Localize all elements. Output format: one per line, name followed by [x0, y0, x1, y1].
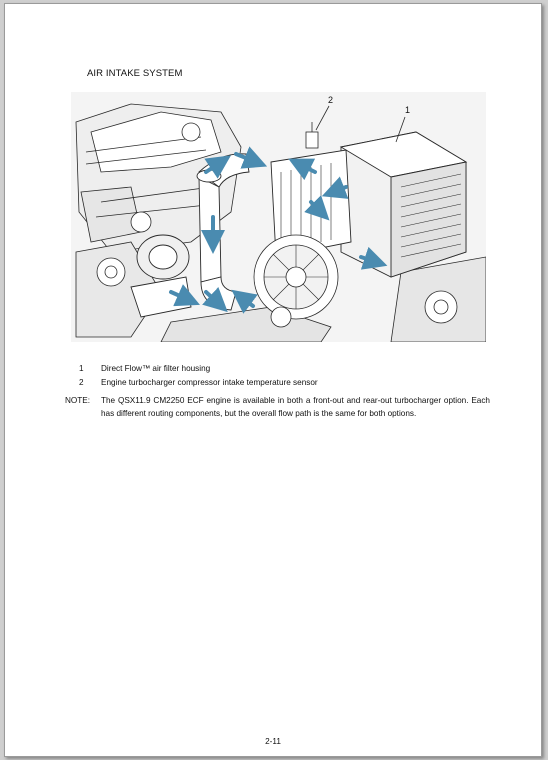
- legend-text: Engine turbocharger compressor intake temperature sensor: [101, 378, 318, 387]
- legend-text: Direct Flow™ air filter housing: [101, 364, 211, 373]
- engine-illustration: [71, 92, 486, 342]
- note-label: NOTE:: [65, 396, 91, 405]
- figure-legend: [79, 362, 318, 390]
- legend-number: 2: [79, 378, 84, 387]
- callout-1-label: 1: [405, 105, 411, 115]
- callout-2-label: 2: [328, 95, 334, 105]
- document-page: [4, 3, 542, 757]
- note-text: The QSX11.9 CM2250 ECF engine is available in both a front-out and rear-out turbocharger option. Each has different routing components, but the overall flow path is the same for both options.: [101, 396, 490, 418]
- legend-item: [79, 362, 318, 376]
- section-title: AIR INTAKE SYSTEM: [87, 68, 183, 79]
- page-number: 2-11: [265, 737, 281, 746]
- legend-item: [79, 376, 318, 390]
- note-block: [65, 394, 490, 420]
- legend-number: 1: [79, 364, 84, 373]
- engine-line-drawing: [71, 92, 486, 342]
